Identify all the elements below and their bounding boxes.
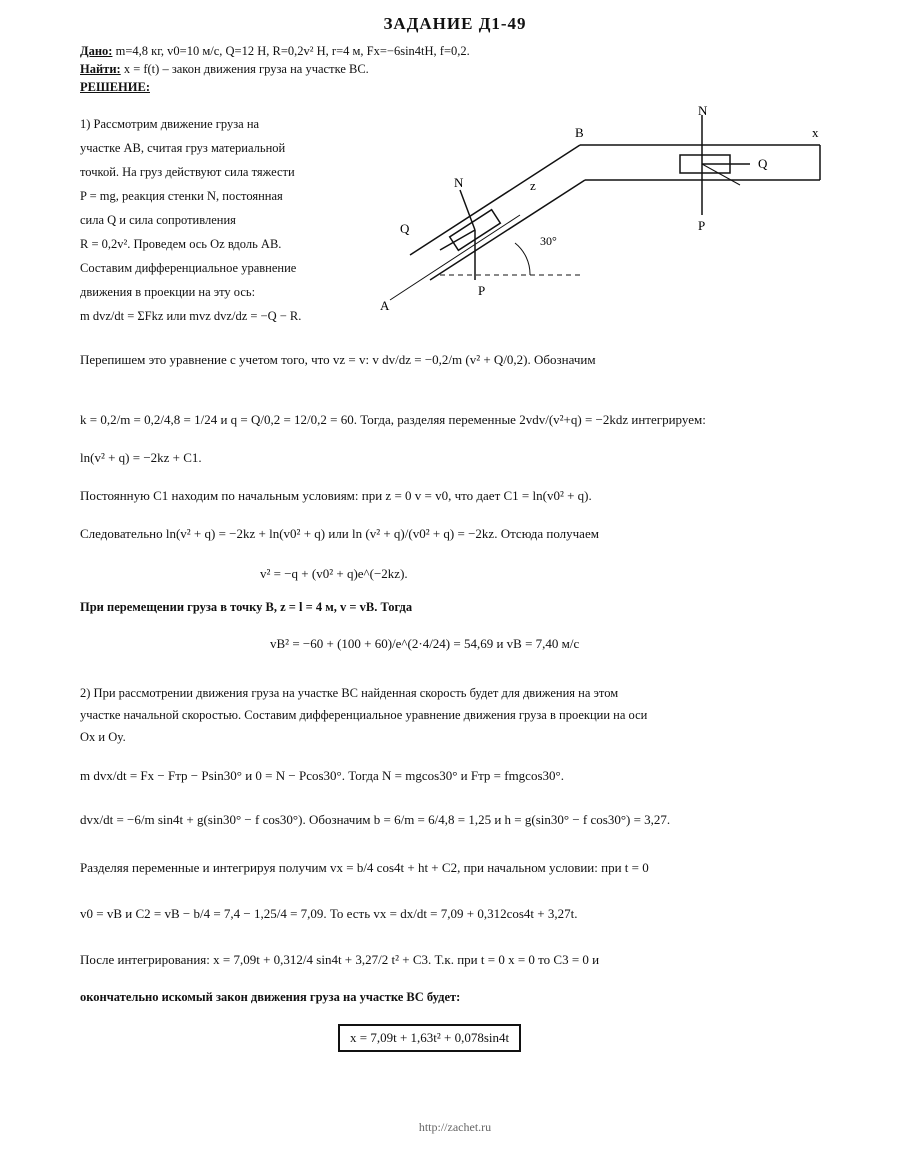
given-text: m=4,8 кг, v0=10 м/c, Q=12 Н, R=0,2v² Н, r=4 м, Fx=−6sin4tН, f=0,2. [115, 44, 470, 58]
label-p-1: P [478, 283, 486, 298]
part1-line: Следовательно ln(v² + q) = −2kz + ln(v0² + q) или ln (v² + q)/(v0² + q) = −2kz. Отсюда получаем [80, 526, 599, 541]
answer-box: x = 7,09t + 1,63t² + 0,078sin4t [338, 1024, 521, 1052]
part1-line: Составим дифференциальное уравнение [80, 261, 297, 275]
find-label: Найти: [80, 62, 121, 76]
part1-line: v² = −q + (v0² + q)e^(−2kz). [260, 566, 408, 581]
angle-arc [515, 243, 530, 275]
part1-line: сила Q и сила сопротивления [80, 213, 236, 227]
normal-arrow [460, 190, 475, 230]
part2-line: dvx/dt = −6/m sin4t + g(sin30° − f cos30°). Обозначим b = 6/m = 6/4,8 = 1,25 и h = g(sin30° − f cos30°) = 3,27. [80, 812, 671, 827]
part1-line: vB² = −60 + (100 + 60)/e^(2·4/24) = 54,69 и vB = 7,40 м/с [270, 636, 580, 651]
label-angle: 30° [540, 234, 557, 248]
part1-line: Постоянную C1 находим по начальным условиям: при z = 0 v = v0, что дает C1 = ln(v0² + q). [80, 488, 592, 503]
part1-line: m dvz/dt = ΣFkz или mvz dvz/dz = −Q − R. [80, 309, 302, 323]
part2-line: Ox и Oy. [80, 730, 126, 744]
part2-line: m dvx/dt = Fx − Fтр − Psin30° и 0 = N − Pcos30°. Тогда N = mgcos30° и Fтр = fmgcos30°. [80, 768, 564, 783]
part1-line: ln(v² + q) = −2kz + C1. [80, 450, 202, 465]
label-x: x [812, 125, 819, 140]
label-a: A [380, 298, 390, 313]
label-b: B [575, 125, 584, 140]
part1-line: точкой. На груз действуют сила тяжести [80, 165, 295, 179]
label-z: z [530, 178, 536, 193]
part1-line: P = mg, реакция стенки N, постоянная [80, 189, 283, 203]
solution-label: РЕШЕНИЕ: [80, 80, 150, 94]
label-n-2: N [698, 105, 708, 118]
part2-line: После интегрирования: x = 7,09t + 0,312/4 sin4t + 3,27/2 t² + C3. Т.к. при t = 0 x = 0 то C3 = 0 и [80, 952, 600, 967]
given-label: Дано: [80, 44, 113, 58]
label-q-2: Q [758, 156, 768, 171]
channel-lower-wall [430, 180, 585, 280]
label-p-2: P [698, 218, 706, 233]
part1-line: R = 0,2v². Проведем ось Oz вдоль AB. [80, 237, 282, 251]
part1-line: участке АВ, считая груз материальной [80, 141, 286, 155]
given-line [80, 44, 470, 59]
part2-line: Разделяя переменные и интегрируя получим vx = b/4 cos4t + ht + C2, при начальном условии: при t = 0 [80, 860, 649, 875]
mechanics-diagram [380, 105, 840, 325]
find-text: x = f(t) – закон движения груза на участке ВС. [123, 62, 369, 76]
part1-line: 1) Рассмотрим движение груза на [80, 117, 260, 131]
z-axis [390, 215, 520, 300]
label-q-1: Q [400, 221, 410, 236]
part2-line: участке начальной скоростью. Составим дифференциальное уравнение движения груза в проекции на оси [80, 708, 648, 722]
part2-line: v0 = vB и C2 = vB − b/4 = 7,4 − 1,25/4 = 7,09. То есть vx = dx/dt = 7,09 + 0,312cos4t + 3,27t. [80, 906, 578, 921]
part1-line: Перепишем это уравнение с учетом того, что vz = v: v dv/dz = −0,2/m (v² + Q/0,2). Обозначим [80, 352, 596, 367]
find-line [80, 62, 369, 77]
part1-line: k = 0,2/m = 0,2/4,8 = 1/24 и q = Q/0,2 = 12/0,2 = 60. Тогда, разделяя переменные 2vdv/(v²+q) = −2kdz интегрируем: [80, 412, 706, 427]
page-title: ЗАДАНИЕ Д1-49 [383, 14, 527, 33]
footer-url[interactable]: http://zachet.ru [418, 1120, 492, 1134]
part2-line: 2) При рассмотрении движения груза на участке ВС найденная скорость будет для движения на этом [80, 686, 619, 700]
part1-line: движения в проекции на эту ось: [80, 285, 256, 299]
part1-line: При перемещении груза в точку B, z = l = 4 м, v = vB. Тогда [80, 600, 413, 614]
part2-line: окончательно искомый закон движения груза на участке ВС будет: [80, 990, 461, 1004]
part1-block [80, 112, 380, 328]
label-n-1: N [454, 175, 464, 190]
